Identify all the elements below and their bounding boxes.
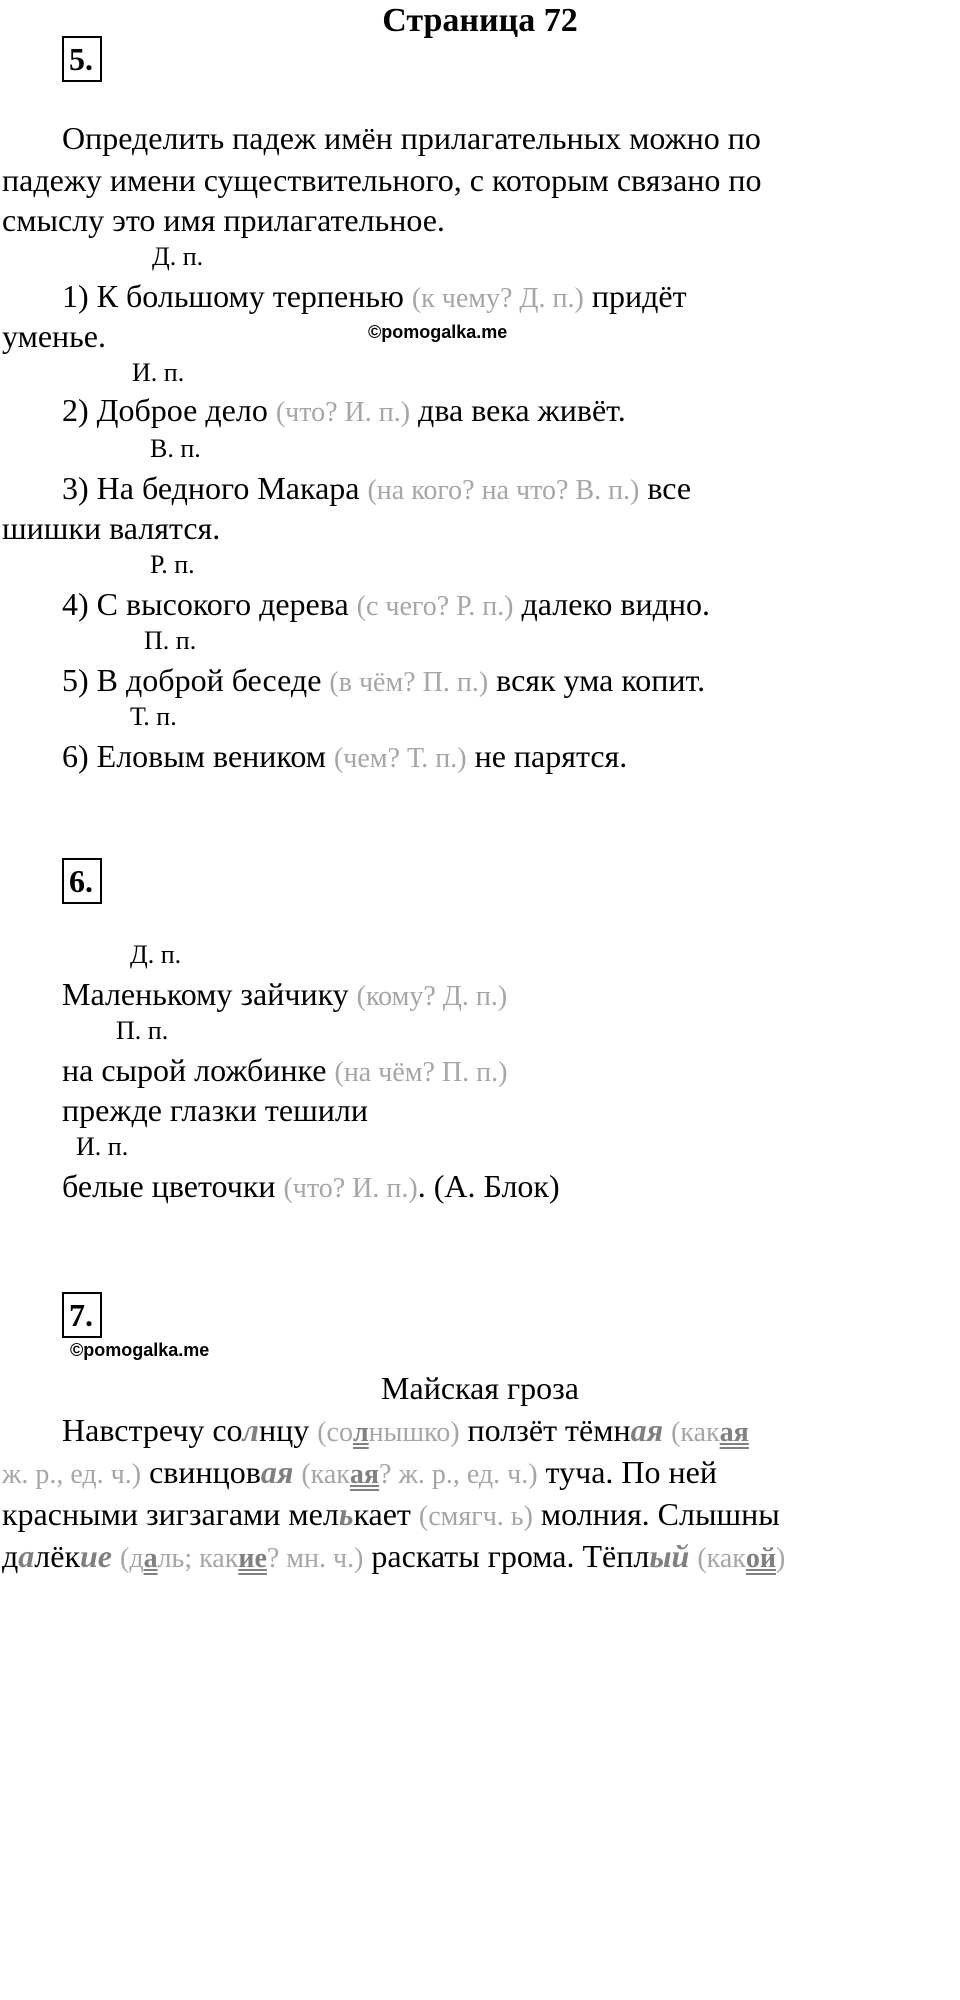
case-question: (что? И. п.): [275, 397, 411, 428]
case-label: Р. п.: [150, 550, 195, 579]
text-line: [62, 1410, 749, 1453]
example-text: все: [647, 470, 692, 506]
poem-line: [62, 1050, 507, 1093]
poem-line: [62, 1166, 560, 1209]
exercise-number-6: 6.: [62, 858, 102, 904]
highlight-ending: ый: [649, 1538, 690, 1574]
case-label: Д. п.: [130, 940, 182, 969]
text-heading: Майская гроза: [381, 1370, 579, 1406]
highlight-letter: ь: [338, 1496, 354, 1532]
word-part: ползёт тёмн: [467, 1412, 631, 1448]
example-line: [62, 468, 691, 511]
highlight-letter: л: [242, 1412, 259, 1448]
case-question: (к чему? Д. п.): [411, 283, 584, 314]
exercise-number-5: 5.: [62, 36, 102, 82]
word-part: Навстречу со: [62, 1412, 243, 1448]
example-text: 1) К большому терпенью: [62, 278, 404, 314]
hint: (смягч. ь): [418, 1501, 533, 1532]
hint: (какая: [671, 1417, 749, 1448]
intro-line: падежу имени существительного, с которым связано по: [2, 162, 762, 198]
example-text: 5) В доброй беседе: [62, 662, 322, 698]
watermark: ©pomogalka.me: [70, 1340, 210, 1360]
case-question: (что? И. п.): [283, 1173, 418, 1204]
case-question: (в чём? П. п.): [329, 667, 489, 698]
highlight-ending: ая: [260, 1454, 294, 1490]
example-text: далеко видно.: [521, 586, 710, 622]
example-line: [62, 276, 687, 319]
example-text: 2) Доброе дело: [62, 392, 268, 428]
text-line: [2, 1452, 717, 1495]
example-text: 6) Еловым веником: [62, 738, 326, 774]
word-part: красными зигзагами мел: [2, 1496, 339, 1532]
example-line: [62, 660, 705, 703]
page-title: Страница 72: [382, 2, 578, 39]
case-label: И. п.: [132, 358, 185, 387]
case-label: Д. п.: [152, 242, 204, 271]
example-line: [62, 390, 626, 433]
example-continuation: шишки валятся.: [2, 510, 221, 546]
hint: (какая? ж. р., ед. ч.): [301, 1459, 538, 1490]
case-label: В. п.: [150, 434, 201, 463]
text-line: [2, 1536, 785, 1579]
hint: (даль; какие? мн. ч.): [120, 1543, 364, 1574]
example-line: [62, 736, 627, 779]
exercise-number-7: 7.: [62, 1292, 102, 1338]
hint: (какой): [697, 1543, 786, 1574]
case-label: П. п.: [144, 626, 197, 655]
word-part: лёк: [34, 1538, 80, 1574]
poem-text: Маленькому зайчику: [62, 976, 349, 1012]
highlight-ending: ие: [80, 1538, 112, 1574]
case-label: Т. п.: [130, 702, 177, 731]
word-part: свинцов: [149, 1454, 261, 1490]
word-part: кает: [353, 1496, 411, 1532]
watermark: ©pomogalka.me: [368, 322, 508, 342]
poem-text: на сырой ложбинке: [62, 1052, 327, 1088]
word-part: д: [2, 1538, 19, 1574]
hint: (солнышко): [317, 1417, 460, 1448]
case-label: П. п.: [116, 1016, 169, 1045]
case-question: (кому? Д. п.): [356, 981, 508, 1012]
case-label: И. п.: [76, 1132, 129, 1161]
poem-attribution: . (А. Блок): [417, 1168, 560, 1204]
example-continuation: уменье.: [2, 318, 106, 354]
poem-text: белые цветочки: [62, 1168, 276, 1204]
case-question: (чем? Т. п.): [333, 743, 467, 774]
case-question: (на чём? П. п.): [334, 1057, 508, 1088]
example-line: [62, 584, 710, 627]
example-text: всяк ума копит.: [496, 662, 706, 698]
poem-line: [62, 974, 507, 1017]
poem-line: прежде глазки тешили: [62, 1092, 368, 1128]
intro-line: смыслу это имя прилагательное.: [2, 202, 445, 238]
highlight-letter: а: [18, 1538, 35, 1574]
text-line: [2, 1494, 780, 1537]
hint: ж. р., ед. ч.): [2, 1459, 142, 1490]
intro-line: Определить падеж имён прилагательных можно по: [62, 120, 761, 156]
word-part: туча. По ней: [545, 1454, 717, 1490]
example-text: не парятся.: [474, 738, 628, 774]
highlight-ending: ая: [630, 1412, 664, 1448]
word-part: раскаты грома. Тёпл: [371, 1538, 650, 1574]
case-question: (с чего? Р. п.): [356, 591, 514, 622]
example-text: 3) На бедного Макара: [62, 470, 360, 506]
word-part: нцу: [258, 1412, 310, 1448]
example-text: 4) С высокого дерева: [62, 586, 349, 622]
example-text: два века живёт.: [418, 392, 626, 428]
example-text: придёт: [591, 278, 687, 314]
word-part: молния. Слышны: [540, 1496, 780, 1532]
case-question: (на кого? на что? В. п.): [367, 475, 640, 506]
